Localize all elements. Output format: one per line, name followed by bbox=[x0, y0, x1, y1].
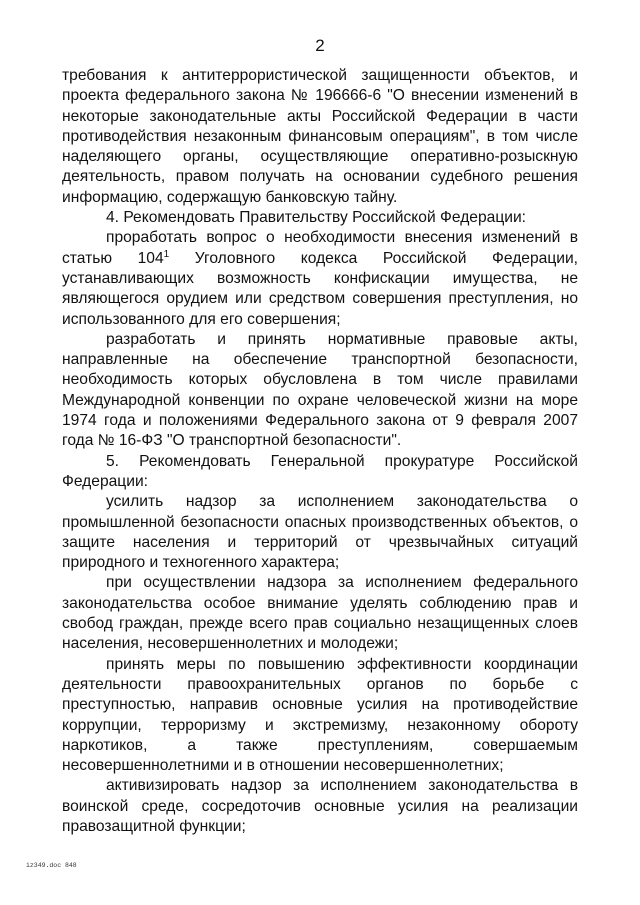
paragraph-military-oversight: активизировать надзор за исполнением законодательства в воинской среде, сосредоточив основные усилия на реализации правозащитной функции; bbox=[62, 777, 578, 835]
paragraph-item-5-heading: 5. Рекомендовать Генеральной прокуратуре Российской Федерации: bbox=[62, 452, 578, 490]
paragraph-article-104 bbox=[62, 228, 578, 329]
paragraph-continuation: требования к антитеррористической защищенности объектов, и проекта федерального закона № 196666-6 "О внесении изменений в некоторые законодательные акты Российской Федерации в части противодействия незаконным финансовым операциям", в том числе наделяющего органы, осуществляющие оперативно-розыскную деятельность, правом получать на основании судебного решения информацию, содержащую банковскую тайну. bbox=[62, 67, 578, 206]
footer-file-code: iz349.doc 848 bbox=[26, 862, 77, 869]
paragraph-item-4-heading: 4. Рекомендовать Правительству Российской Федерации: bbox=[106, 209, 527, 227]
paragraph-citizen-rights: при осуществлении надзора за исполнением федерального законодательства особое внимание уделять соблюдению прав и свобод граждан, прежде всего прав социально незащищенных слоев населения, несовершеннолетних и молодежи; bbox=[62, 574, 578, 653]
page-number: 2 bbox=[315, 36, 325, 55]
paragraph-coordination: принять меры по повышению эффективности координации деятельности правоохранительных органов по борьбе с преступностью, направив основные усилия на противодействие коррупции, терроризму и экстремизму, незаконному обороту наркотиков, а также преступлениям, совершаемым несовершеннолетними и в отношении несовершеннолетних; bbox=[62, 655, 578, 775]
paragraph-article-104-text-end: Уголовного кодекса Российской Федерации, устанавливающих возможность конфискации имущества, не являющегося орудием или средством совершения преступления, но использованного для его совершения; bbox=[62, 249, 579, 328]
document-body bbox=[62, 66, 578, 837]
article-superscript: 1 bbox=[163, 248, 170, 260]
paragraph-transport-security: разработать и принять нормативные правовые акты, направленные на обеспечение транспортной безопасности, необходимость которых обусловлена в том числе правилами Международной конвенции по охране человеческой жизни на море 1974 года и положениями Федерального закона от 9 февраля 2007 года № 16-ФЗ "О транспортной безопасности". bbox=[62, 330, 578, 450]
paragraph-article-104-text-start: проработать вопрос о необходимости внесения изменений в статью 104 bbox=[62, 229, 578, 267]
paragraph-industrial-safety: усилить надзор за исполнением законодательства о промышленной безопасности опасных производственных объектов, о защите населения и территорий от чрезвычайных ситуаций природного и техногенного характера; bbox=[62, 493, 578, 572]
